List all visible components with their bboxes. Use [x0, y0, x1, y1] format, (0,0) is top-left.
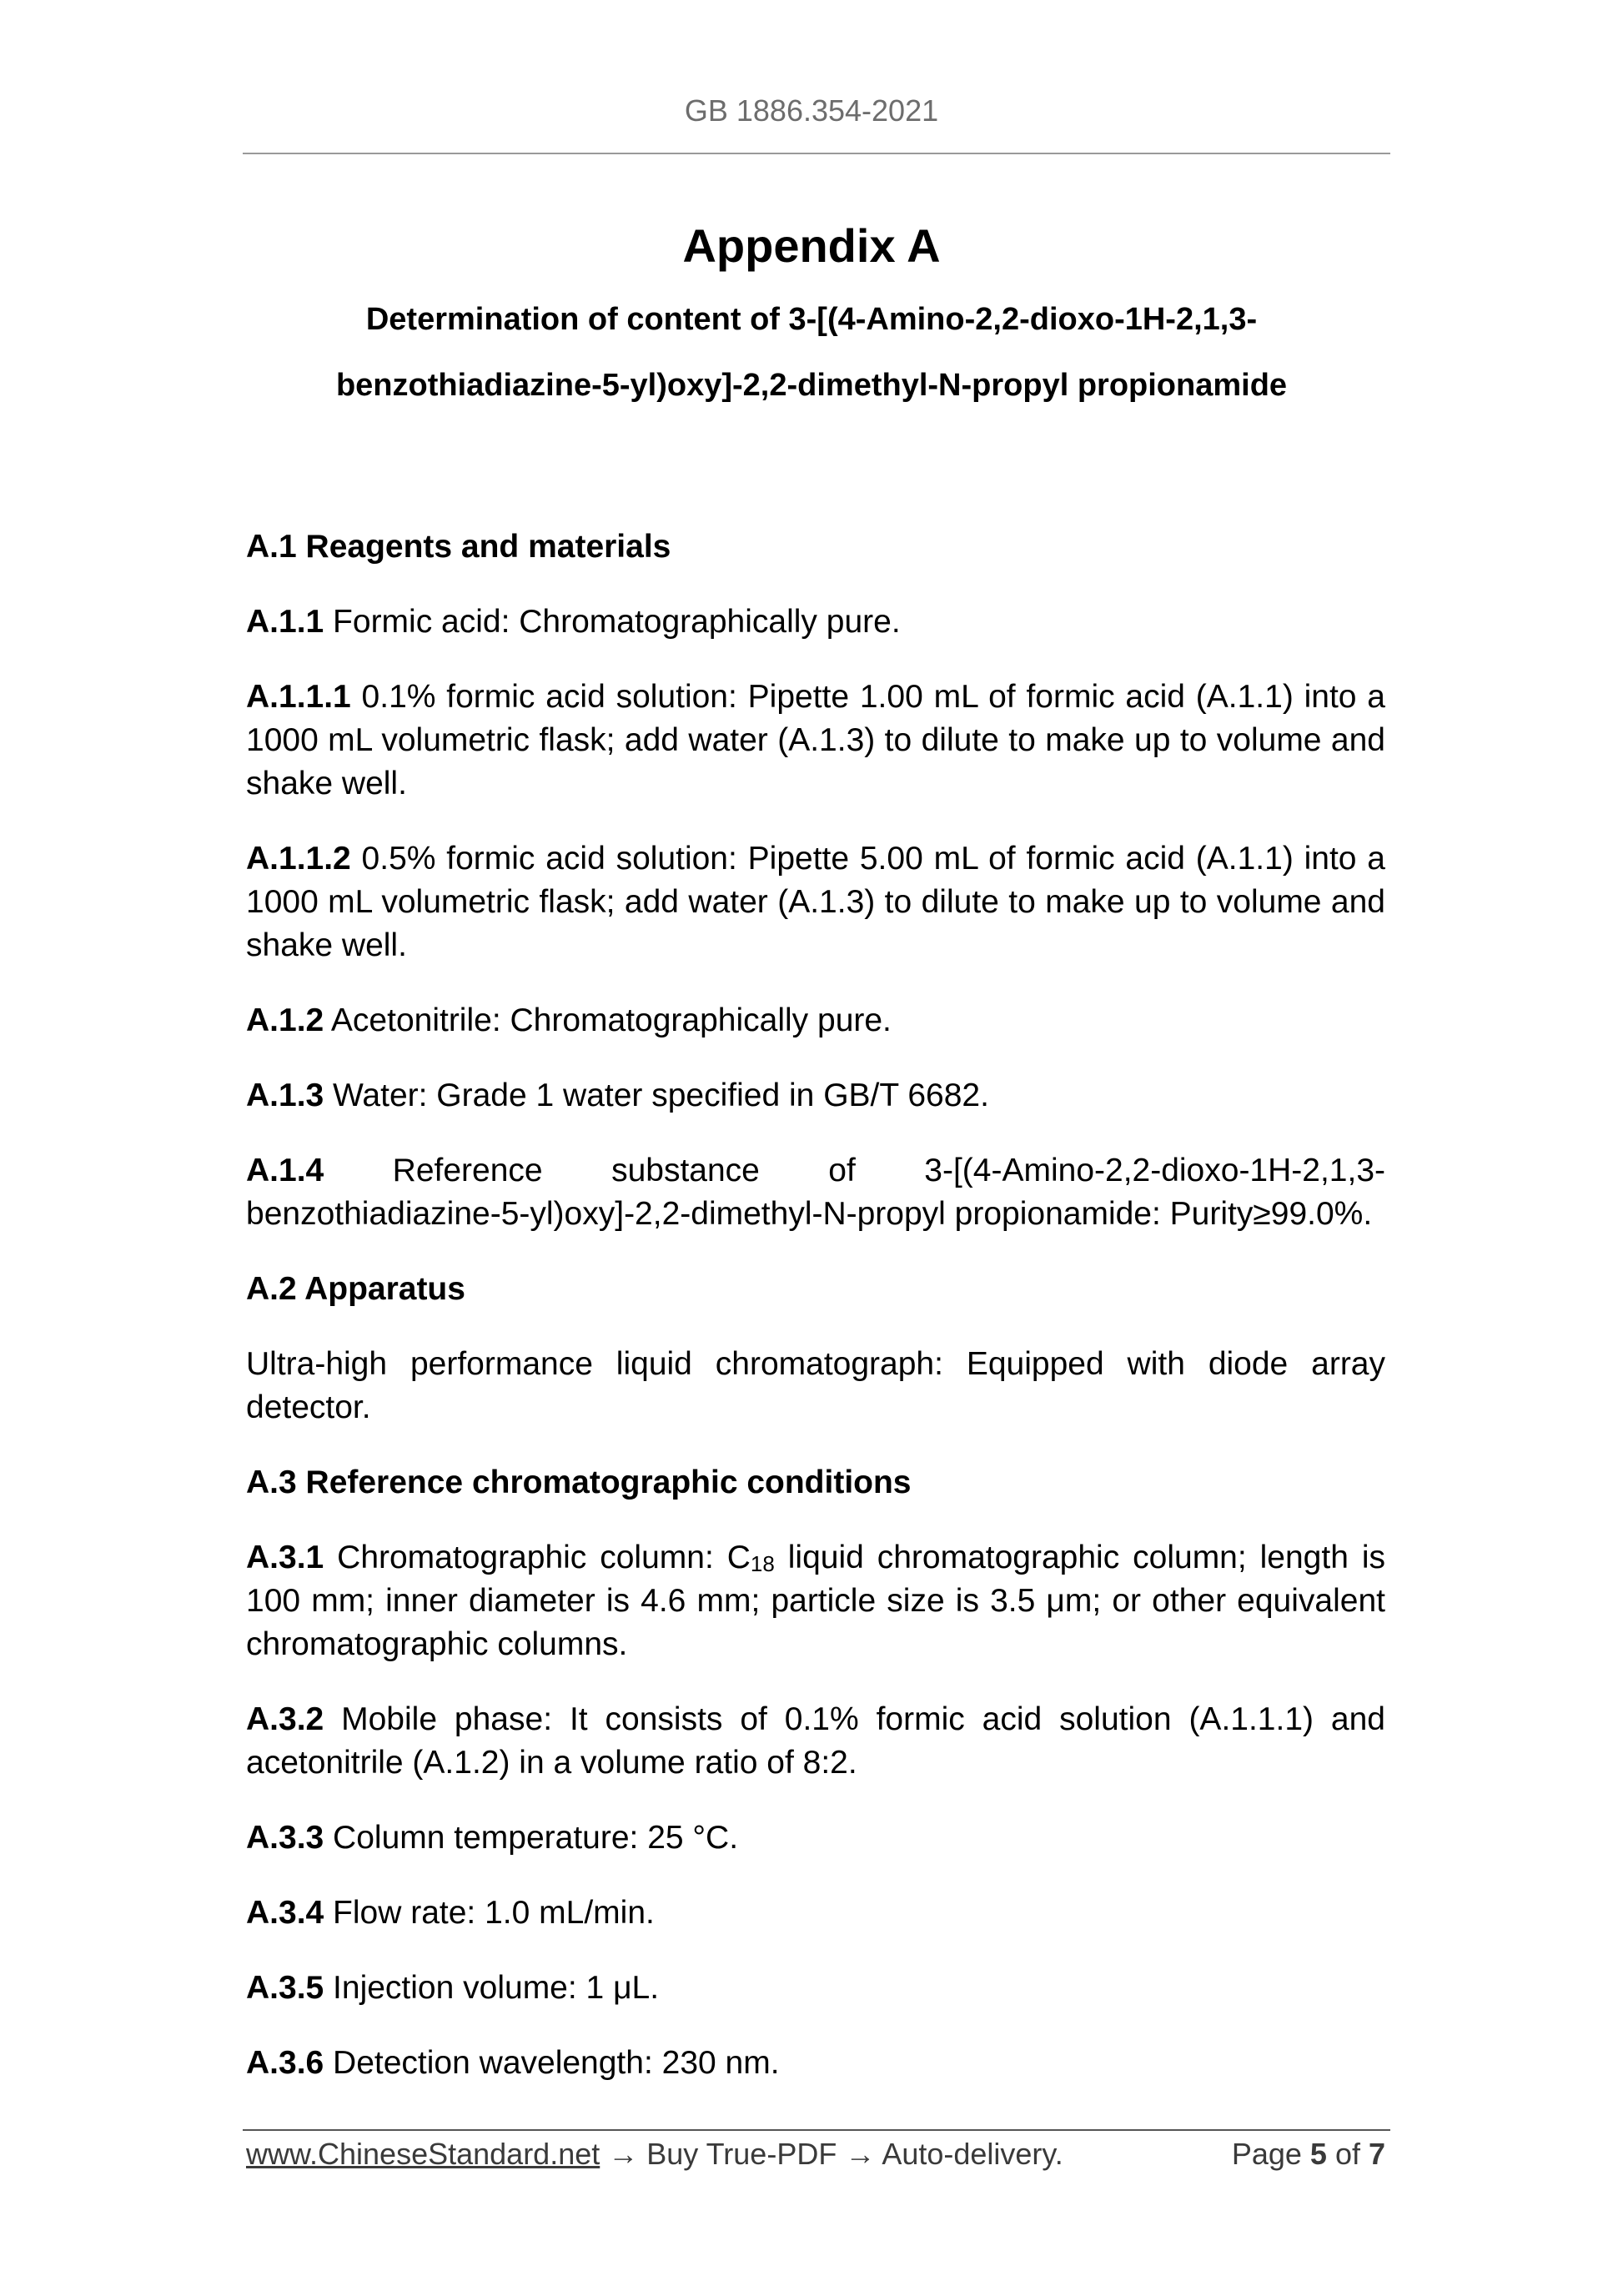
appendix-title: Appendix A [682, 219, 941, 272]
clause-a-3-1 [246, 1536, 1385, 1666]
clause-text: Chromatographic column: C [324, 1540, 751, 1575]
clause-text: Water: Grade 1 water specified in GB/T 6682. [324, 1078, 989, 1113]
clause-a-3-5 [246, 1967, 1385, 2010]
clause-text: Mobile phase: It consists of 0.1% formic acid solution (A.1.1.1) and acetonitrile (A.1.2) in a volume ratio of 8:2. [246, 1701, 1385, 1781]
clause-a-1-1-1 [246, 676, 1385, 806]
clause-number: A.1.3 [246, 1078, 324, 1113]
clause-a-1-4 [246, 1149, 1385, 1236]
clause-text: Flow rate: 1.0 mL/min. [324, 1895, 655, 1931]
apparatus-text: Ultra-high performance liquid chromatograph: Equipped with diode array detector. [246, 1346, 1385, 1425]
footer-divider [243, 2129, 1390, 2131]
appendix-subtitle-line-2: benzothiadiazine-5-yl)oxy]-2,2-dimethyl-N-propyl propionamide [335, 368, 1288, 403]
footer-promo [246, 2137, 1063, 2172]
clause-text: Detection wavelength: 230 nm. [324, 2045, 780, 2081]
clause-text: 0.5% formic acid solution: Pipette 5.00 mL of formic acid (A.1.1) into a 1000 mL volumetric flask; add water (A.1.3) to dilute to make up to volume and shake well. [246, 841, 1385, 963]
clause-a-3-2 [246, 1698, 1385, 1785]
clause-text: 0.1% formic acid solution: Pipette 1.00 mL of formic acid (A.1.1) into a 1000 mL volumetric flask; add water (A.1.3) to dilute to make up to volume and shake well. [246, 679, 1385, 801]
clause-text: Acetonitrile: Chromatographically pure. [324, 1002, 892, 1038]
section-heading-a2: A.2 Apparatus [246, 1271, 465, 1307]
section-heading-a1: A.1 Reagents and materials [246, 529, 671, 565]
clause-a-1-3 [246, 1074, 1385, 1118]
clause-text-continued: liquid chromatographic column; length is 100 mm; inner diameter is 4.6 mm; particle size is 3.5 μm; or other equivalent chromatographic columns. [246, 1540, 1385, 1662]
document-body [246, 525, 1385, 2117]
clause-number: A.3.2 [246, 1701, 324, 1737]
clause-number: A.1.1.1 [246, 679, 351, 715]
of-word: of [1326, 2137, 1369, 2171]
page-total: 7 [1368, 2137, 1385, 2171]
clause-text: Formic acid: Chromatographically pure. [324, 604, 901, 640]
promo-text: → Buy True-PDF → Auto-delivery. [600, 2137, 1063, 2171]
clause-a-1-1-2 [246, 837, 1385, 967]
clause-number: A.3.5 [246, 1970, 324, 2006]
header-divider [243, 153, 1390, 154]
clause-number: A.1.1.2 [246, 841, 351, 877]
clause-a-3-6 [246, 2042, 1385, 2085]
clause-number: A.1.4 [246, 1153, 324, 1188]
clause-number: A.3.6 [246, 2045, 324, 2081]
page-current: 5 [1309, 2137, 1327, 2171]
page-indicator [1232, 2137, 1385, 2172]
clause-text: Column temperature: 25 °C. [324, 1820, 739, 1856]
clause-number: A.1.2 [246, 1002, 324, 1038]
clause-number: A.3.1 [246, 1540, 324, 1575]
section-heading-a3: A.3 Reference chromatographic conditions [246, 1465, 912, 1500]
standard-code-header: GB 1886.354-2021 [684, 93, 939, 128]
clause-a-3-4 [246, 1892, 1385, 1935]
appendix-subtitle-line-1: Determination of content of 3-[(4-Amino-2,2-dioxo-1H-2,1,3- [365, 302, 1258, 337]
page-word: Page [1231, 2137, 1310, 2171]
clause-text: Reference substance of 3-[(4-Amino-2,2-dioxo-1H-2,1,3-benzothiadiazine-5-yl)oxy]-2,2-dimethyl-N-propyl propionamide: Purity≥99.0%. [246, 1153, 1385, 1232]
clause-text: Injection volume: 1 μL. [324, 1970, 660, 2006]
clause-number: A.1.1 [246, 604, 324, 640]
clause-a-1-1 [246, 600, 1385, 644]
subscript: 18 [750, 1551, 775, 1576]
clause-number: A.3.4 [246, 1895, 324, 1931]
site-link[interactable]: www.ChineseStandard.net [246, 2137, 600, 2171]
clause-a-1-2 [246, 999, 1385, 1042]
clause-number: A.3.3 [246, 1820, 324, 1856]
clause-a-3-3 [246, 1816, 1385, 1860]
